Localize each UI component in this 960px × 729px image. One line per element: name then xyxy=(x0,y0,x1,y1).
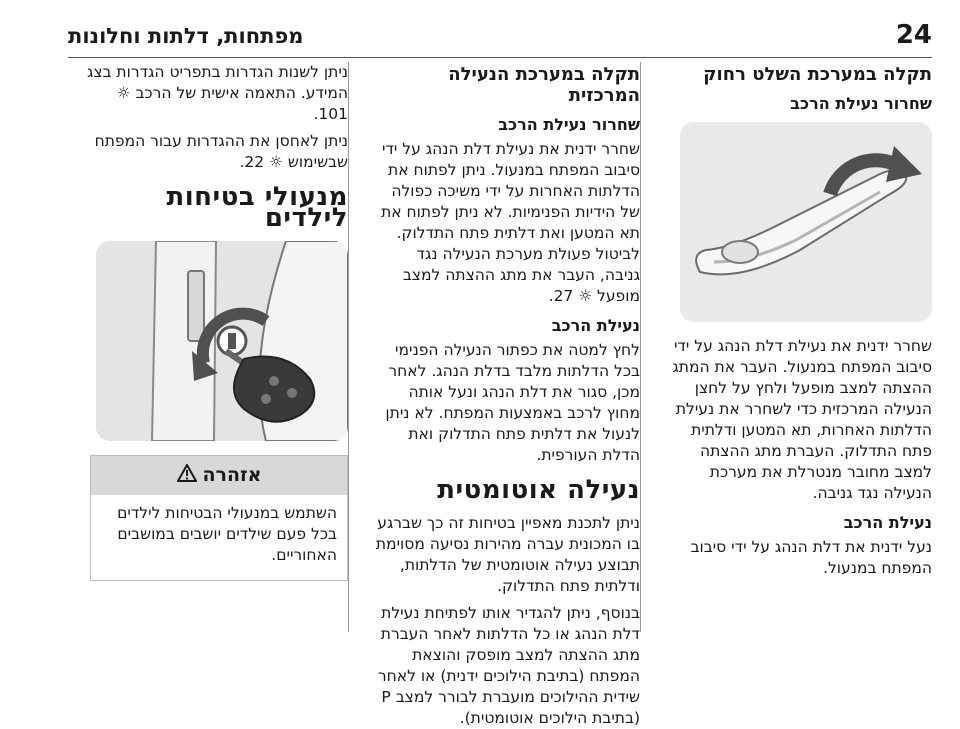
paragraph-store-settings: ניתן לאחסן את ההגדרות עבור המפתח שבשימוש ☼ 22. xyxy=(94,132,348,171)
paragraph-auto-lock-1: ניתן לתכנת מאפיין בטיחות זה כך שברגע בו המכונית עברה מהירות נסיעה מסוימת תבוצע נעילה אוטומטית של הדלתות, ודלתית פתח התדלוק. xyxy=(375,514,640,595)
warning-triangle-icon xyxy=(177,464,197,487)
illustration-door-handle xyxy=(680,122,932,322)
paragraph-settings: ניתן לשנות הגדרות בתפריט הגדרות בצג המידע. התאמה אישית של הרכב ☼ 101. xyxy=(86,63,348,123)
paragraph-lock-central: לחץ למטה את כפתור הנעילה הפנימי בכל הדלתות מלבד בדלת הנהג. לאחר מכן, סגור את דלת הנהג ונעל אותה מחוץ לרכב באמצעות המפתח. לא ניתן לנעול את דלתית פתח התדלוק ואת הדלת העורפית. xyxy=(385,341,640,464)
warning-header xyxy=(91,456,347,495)
section-heading-remote-fault: תקלה במערכת השלט רחוק xyxy=(703,64,932,85)
subheading-unlock: שחרור נעילת הרכב xyxy=(790,94,932,113)
section-heading-child-locks: מנעולי בטיחות לילדים xyxy=(166,182,348,233)
column-remote-fault xyxy=(664,62,932,632)
page-header xyxy=(68,20,932,60)
door-handle-illustration-svg xyxy=(680,122,932,322)
column-central-lock-fault xyxy=(372,62,640,727)
subheading-unlock-2: שחרור נעילת הרכב xyxy=(498,115,640,134)
child-lock-illustration-svg xyxy=(96,241,348,441)
warning-title: אזהרה xyxy=(202,464,262,486)
warning-text: השתמש במנעולי הבטיחות לילדים בכל פעם שילדים יושבים במושבים האחוריים. xyxy=(117,504,337,564)
subheading-lock-2: נעילת הרכב xyxy=(551,316,640,335)
illustration-child-lock xyxy=(96,241,348,441)
column-divider-2 xyxy=(348,62,349,632)
warning-box xyxy=(90,455,348,581)
section-heading-central-lock-fault: תקלה במערכת הנעילה המרכזית xyxy=(448,64,640,106)
subheading-lock: נעילת הרכב xyxy=(843,513,932,532)
page-title: מפתחות, דלתות וחלונות xyxy=(68,24,304,48)
paragraph-auto-lock-2: בנוסף, ניתן להגדיר אותו לפתיחת נעילת דלת הנהג או כל הדלתות לאחר העברת מתג ההצתה למצב מופסק והוצאת המפתח (בתיבת הילוכים ידנית) או לאחר שידית ההילוכים מועברת לבורר למצב P (בתיבת הילוכים אוטומטית). xyxy=(377,604,640,727)
section-heading-auto-lock: נעילה אוטומטית xyxy=(437,475,640,505)
paragraph-unlock-manual: שחרר ידנית את נעילת דלת הנהג על ידי סיבוב המפתח במנעול. העבר את המתג ההצתה למצב מופעל ולחץ על לחצן הנעילה המרכזית כדי לשחרר את נעילת הדלתות האחרות, תא המטען ודלתית פתח התדלוק. העברת מתג ההצתה למצב מחובר מנטרלת את מערכת הנעילה נגד גניבה. xyxy=(672,337,932,502)
header-divider xyxy=(68,57,932,58)
column-child-locks xyxy=(78,62,348,632)
paragraph-lock-manual: נעל ידנית את דלת הנהג על ידי סיבוב המפתח במנעול. xyxy=(690,538,932,577)
column-divider-1 xyxy=(640,62,641,632)
page-number: 24 xyxy=(895,20,932,50)
paragraph-unlock-central: שחרר ידנית את נעילת דלת הנהג על ידי סיבוב המפתח במנעול. ניתן לפתוח את הדלתות האחרות על ידי משיכה כפולה של הידיות הפנימיות. לא ניתן לפתוח את תא המטען ואת דלתית פתח התדלוק. לביטול פעולת מערכת הנעילה נגד גניבה, העבר את מתג ההצתה למצב מופעל ☼ 27. xyxy=(381,140,640,305)
